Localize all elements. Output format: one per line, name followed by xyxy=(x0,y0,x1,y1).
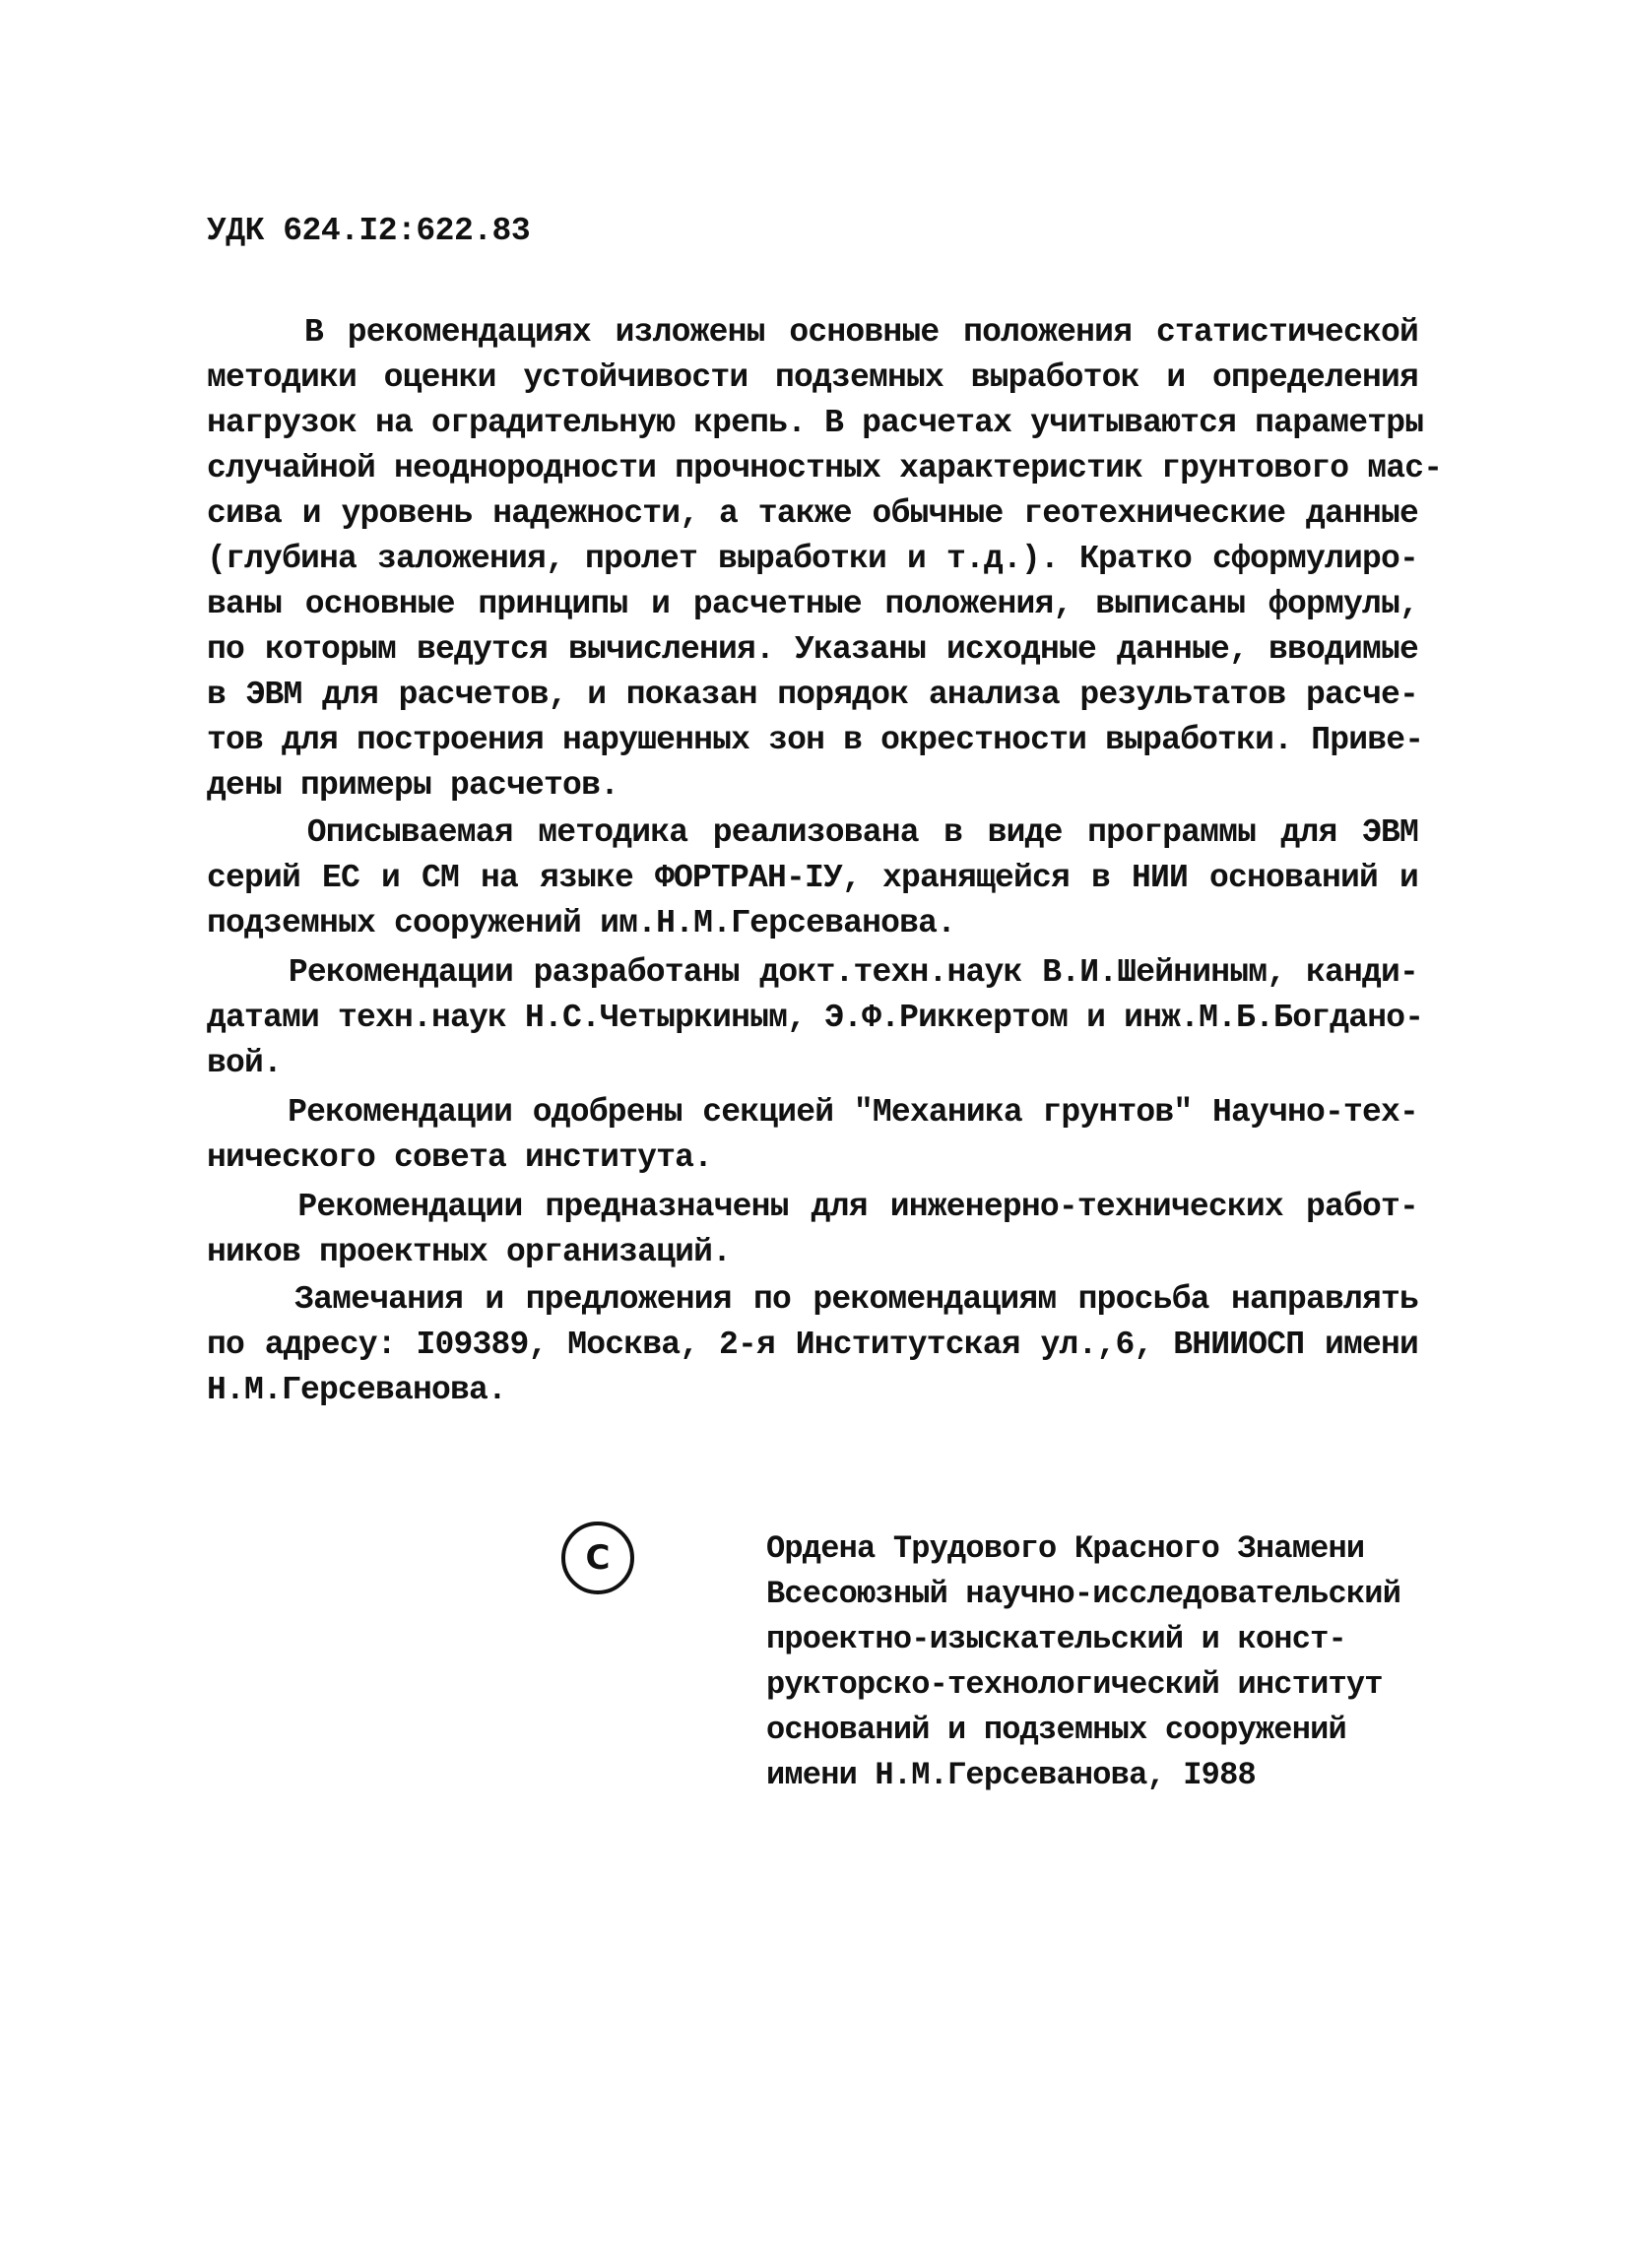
abstract-line: по адресу: I09389, Москва, 2-я Институтская ул.,6, ВНИИОСП имени xyxy=(207,1327,1418,1363)
abstract-line: Рекомендации предназначены для инженерно-технических работ- xyxy=(207,1189,1418,1225)
udk-code: УДК 624.I2:622.83 xyxy=(207,213,531,249)
abstract-line: дены примеры расчетов. xyxy=(207,767,619,804)
abstract-line: Рекомендации одобрены секцией "Механика грунтов" Научно-тех- xyxy=(207,1094,1418,1131)
abstract-line: тов для построения нарушенных зон в окрестности выработки. Приве- xyxy=(207,722,1424,758)
abstract-line: ников проектных организаций. xyxy=(207,1234,732,1270)
abstract-line: нического совета института. xyxy=(207,1139,713,1176)
publisher-line: Ордена Трудового Красного Знамени xyxy=(766,1530,1365,1567)
abstract-line: случайной неоднородности прочностных характеристик грунтового мас- xyxy=(207,450,1443,486)
copyright-icon: C xyxy=(561,1522,634,1594)
abstract-line: В рекомендациях изложены основные положения статистической xyxy=(207,314,1418,351)
abstract-line: Рекомендации разработаны докт.техн.наук В.И.Шейниным, канди- xyxy=(207,954,1418,991)
abstract-line: Замечания и предложения по рекомендациям просьба направлять xyxy=(207,1281,1418,1318)
abstract-line: Н.М.Герсеванова. xyxy=(207,1372,507,1408)
abstract-line: нагрузок на оградительную крепь. В расчетах учитываются параметры xyxy=(207,405,1424,441)
abstract-line: по которым ведутся вычисления. Указаны исходные данные, вводимые xyxy=(207,631,1418,668)
abstract-line: сива и уровень надежности, а также обычные геотехнические данные xyxy=(207,495,1418,532)
abstract-line: (глубина заложения, пролет выработки и т.д.). Кратко сформулиро- xyxy=(207,541,1418,577)
abstract-line: ваны основные принципы и расчетные положения, выписаны формулы, xyxy=(207,586,1418,622)
abstract-line: методики оценки устойчивости подземных выработок и определения xyxy=(207,359,1418,396)
publisher-line: Всесоюзный научно-исследовательский xyxy=(766,1576,1401,1612)
abstract-line: вой. xyxy=(207,1045,283,1081)
abstract-line: подземных сооружений им.Н.М.Герсеванова. xyxy=(207,905,956,941)
abstract-line: серий ЕС и СМ на языке ФОРТРАН-IУ, хранящейся в НИИ оснований и xyxy=(207,860,1418,896)
abstract-line: Описываемая методика реализована в виде программы для ЭВМ xyxy=(207,814,1418,851)
abstract-line: датами техн.наук Н.С.Четыркиным, Э.Ф.Риккертом и инж.М.Б.Богдано- xyxy=(207,1000,1424,1036)
publisher-line: оснований и подземных сооружений xyxy=(766,1712,1346,1748)
publisher-line: имени Н.М.Герсеванова, I988 xyxy=(766,1757,1256,1793)
publisher-line: рукторско-технологический институт xyxy=(766,1666,1383,1703)
publisher-line: проектно-изыскательский и конст- xyxy=(766,1621,1346,1657)
abstract-line: в ЭВМ для расчетов, и показан порядок анализа результатов расче- xyxy=(207,677,1418,713)
